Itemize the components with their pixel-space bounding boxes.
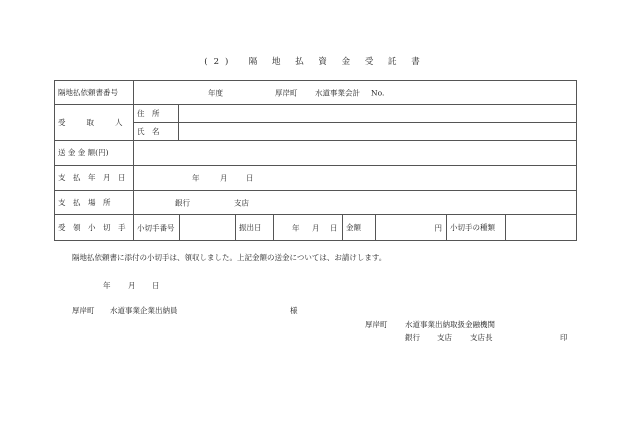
remittance-amount-field[interactable] (134, 141, 577, 166)
payment-date-label: 支 払 年 月 日 (55, 166, 134, 191)
issue-date-label: 振出日 (236, 215, 274, 241)
name-label: 氏 名 (134, 123, 179, 141)
name-field[interactable] (179, 123, 577, 141)
check-number-label: 小切手番号 (137, 222, 175, 232)
receiver-branch-manager: 支店長 (470, 333, 493, 342)
issue-date-field[interactable] (274, 215, 343, 241)
request-number-label: 隔地払依頼書番号 (55, 81, 134, 105)
check-amount-field[interactable] (376, 215, 447, 241)
yen-label: 円 (434, 222, 442, 232)
payment-date-field[interactable] (134, 166, 577, 191)
amount-label: 金額 (343, 215, 376, 241)
town-label: 厚岸町 (275, 87, 298, 97)
issue-day: 日 (330, 222, 338, 232)
branch-label: 支店 (234, 197, 249, 207)
receiver-title: 水道事業出納取扱金融機関 (405, 320, 495, 329)
date-day: 日 (152, 281, 160, 290)
receiver-branch: 支店 (437, 333, 452, 342)
recipient-label: 受 取 人 (55, 105, 134, 141)
document-title: (2) 隔 地 払 資 金 受 託 書 (204, 57, 426, 67)
date-month: 月 (128, 281, 136, 290)
check-number-cell[interactable] (134, 215, 236, 241)
consignment-form-table (54, 80, 577, 241)
signer-town: 厚岸町 (72, 306, 95, 315)
payment-year: 年 (192, 173, 200, 183)
request-number-field[interactable] (134, 81, 577, 105)
address-label: 住 所 (134, 105, 179, 123)
acknowledgement-text: 隔地払依頼書に添付の小切手は、領収しました。上記金額の送金については、お請けします。 (72, 253, 387, 262)
check-number-divider (179, 215, 180, 240)
payment-place-field[interactable] (134, 191, 577, 215)
account-label: 水道事業会計 (315, 87, 360, 97)
address-field[interactable] (179, 105, 577, 123)
check-type-field[interactable] (506, 215, 577, 241)
receiver-town: 厚岸町 (365, 320, 388, 329)
signer-honorific: 様 (290, 306, 298, 315)
fiscal-year-label: 年度 (208, 87, 223, 97)
payment-place-label: 支 払 場 所 (55, 191, 134, 215)
issue-month: 月 (312, 222, 320, 232)
remittance-amount-label: 送 金 金 額(円) (55, 141, 134, 166)
issue-year: 年 (292, 222, 300, 232)
seal-mark: 印 (560, 333, 568, 342)
date-year: 年 (103, 281, 111, 290)
received-check-label: 受 領 小 切 手 (55, 215, 134, 241)
bank-label: 銀行 (175, 197, 190, 207)
receiver-bank: 銀行 (405, 333, 420, 342)
payment-month: 月 (220, 173, 228, 183)
payment-day: 日 (246, 173, 254, 183)
check-type-label: 小切手の種類 (447, 215, 506, 241)
number-label: No. (371, 87, 385, 97)
signer-title: 水道事業企業出納員 (110, 306, 178, 315)
